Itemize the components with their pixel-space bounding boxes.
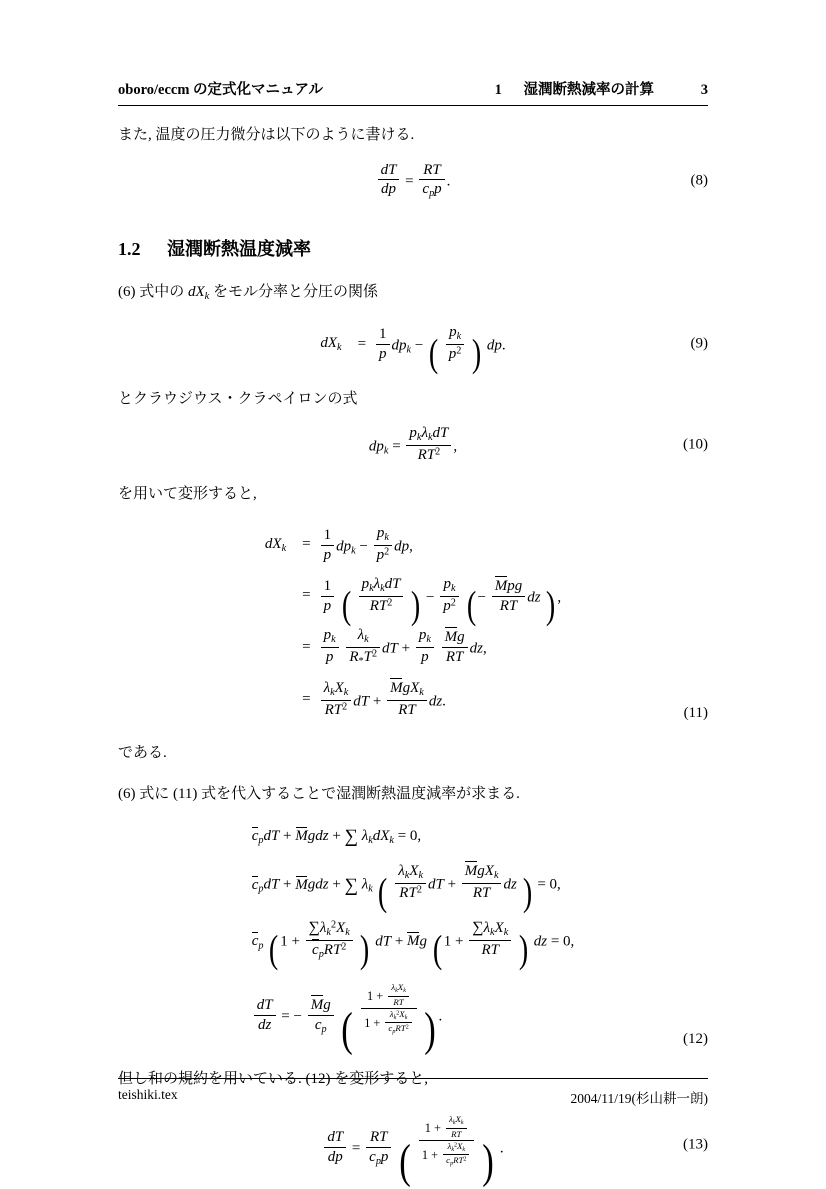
equation-13-body: $\frac{dT}{dp}$ = $\frac{RT}{c_pp}$ ( 1 + $\frac{\lambda_kX_k}{RT}$ 1 + $\frac{\lambda_k^2X_k}{c_pRT^2}$ ) .: [118, 1114, 708, 1175]
equation-12-body: $c_pdT$ + Mgdz + ∑ $\lambda_kdX_k = 0$, $c_pdT$ + Mgdz + ∑ $\lambda_k$ ( $\frac{\lambda_kX_k}{RT^2}$ dT + $\frac{MgX_k}{RT}$ dz ) = 0, $c_p$ ( 1 + $\frac{\sum\lambda_k^2X_k}{c_pRT^2}$ ) dT + Mg ( 1 + $\frac{\sum\lambda_kX_k}{RT}$ ) dz = 0, $\frac{dT}{dz}$ = − $\frac{Mg}{c_p}$ ( 1 + $\frac{\lambda_kX_k}{RT}$ 1 + $\frac{\lambda_k^2X_k}{c_pRT^2}$ ) .: [251, 826, 575, 1056]
footer-filename: teishiki.tex: [118, 1087, 178, 1102]
page-header: [118, 78, 708, 106]
paragraph-5: である.: [118, 745, 167, 762]
paragraph-3: とクラウジウス・クラペイロンの式: [118, 390, 358, 407]
paragraph-4: を用いて変形すると,: [118, 485, 257, 502]
section-number: 1.2: [118, 239, 141, 260]
page-content: [118, 78, 708, 1189]
equation-13: [118, 1114, 708, 1188]
equation-9-number: (9): [690, 335, 708, 352]
paragraph-2-a: (6) 式中の: [118, 284, 188, 301]
equation-13-number: (13): [683, 1136, 708, 1153]
header-section-title: 湿潤断熱減率の計算: [523, 82, 654, 98]
equation-8-number: (8): [690, 172, 708, 189]
equation-11-number: (11): [683, 705, 708, 722]
equation-12: [118, 819, 708, 1056]
paragraph-7: 但し和の規約を用いている. (12) を変形すると,: [118, 1070, 428, 1087]
section-heading: [118, 235, 708, 261]
paragraph-6: (6) 式に (11) 式を代入することで湿潤断熱温度減率が求まる.: [118, 785, 520, 802]
equation-10-body: $dp_k$ = $\frac{p_k\lambda_kdT}{RT^2}$ ,: [368, 425, 458, 464]
header-page-number: 3: [700, 82, 708, 98]
header-section: [495, 78, 654, 99]
equation-12-number: (12): [683, 1030, 708, 1047]
equation-8-body: $\frac{dT}{dp}$ = $\frac{RT}{c_pp}$ .: [118, 161, 708, 202]
paragraph-2: (6) 式中の $dX_k$ をモル分率と分圧の関係: [118, 284, 378, 303]
equation-9: [118, 318, 708, 376]
paragraph-2-b: をモル分率と分圧の関係: [209, 284, 378, 301]
equation-11-body: $dX_k$ = $\frac{1}{p}$ $dp_k$ − $\frac{p_k}{p^2}$ dp, = $\frac{1}{p}$ ( $\frac{p_k\lambda_kdT}{RT^2}$ ) − $\frac{p_k}{p^2}$ ( − $\frac{\text{Mpg}}{RT}$ dz ) , = $\frac{p_k}{p}$ $\frac{\lambda_k}{R_*T^2}$ dT + $\frac{p_k}{p}$ $\frac{Mg}{RT}$ dz, = $\frac{\lambda_kX_k}{RT^2}$ dT + $\frac{MgX_k}{RT}$ dz.: [264, 525, 562, 718]
equation-11: [118, 519, 708, 724]
footer-date-author: 2004/11/19(杉山耕一朗): [570, 1091, 708, 1106]
header-title: oboro/eccm の定式化マニュアル: [118, 82, 323, 98]
section-title-text: 湿潤断熱温度減率: [167, 239, 311, 260]
page-footer: [118, 1078, 708, 1107]
equation-9-body: $dX_k$ = $\frac{1}{p}$ $dp_k$ − ( $\frac{p_k}{p^2}$ ) dp.: [320, 324, 506, 376]
header-section-number: 1: [494, 82, 502, 98]
equation-10: [118, 424, 708, 465]
equation-10-number: (10): [683, 436, 708, 453]
equation-8: [118, 161, 708, 202]
paragraph-1: また, 温度の圧力微分は以下のように書ける.: [118, 127, 415, 143]
